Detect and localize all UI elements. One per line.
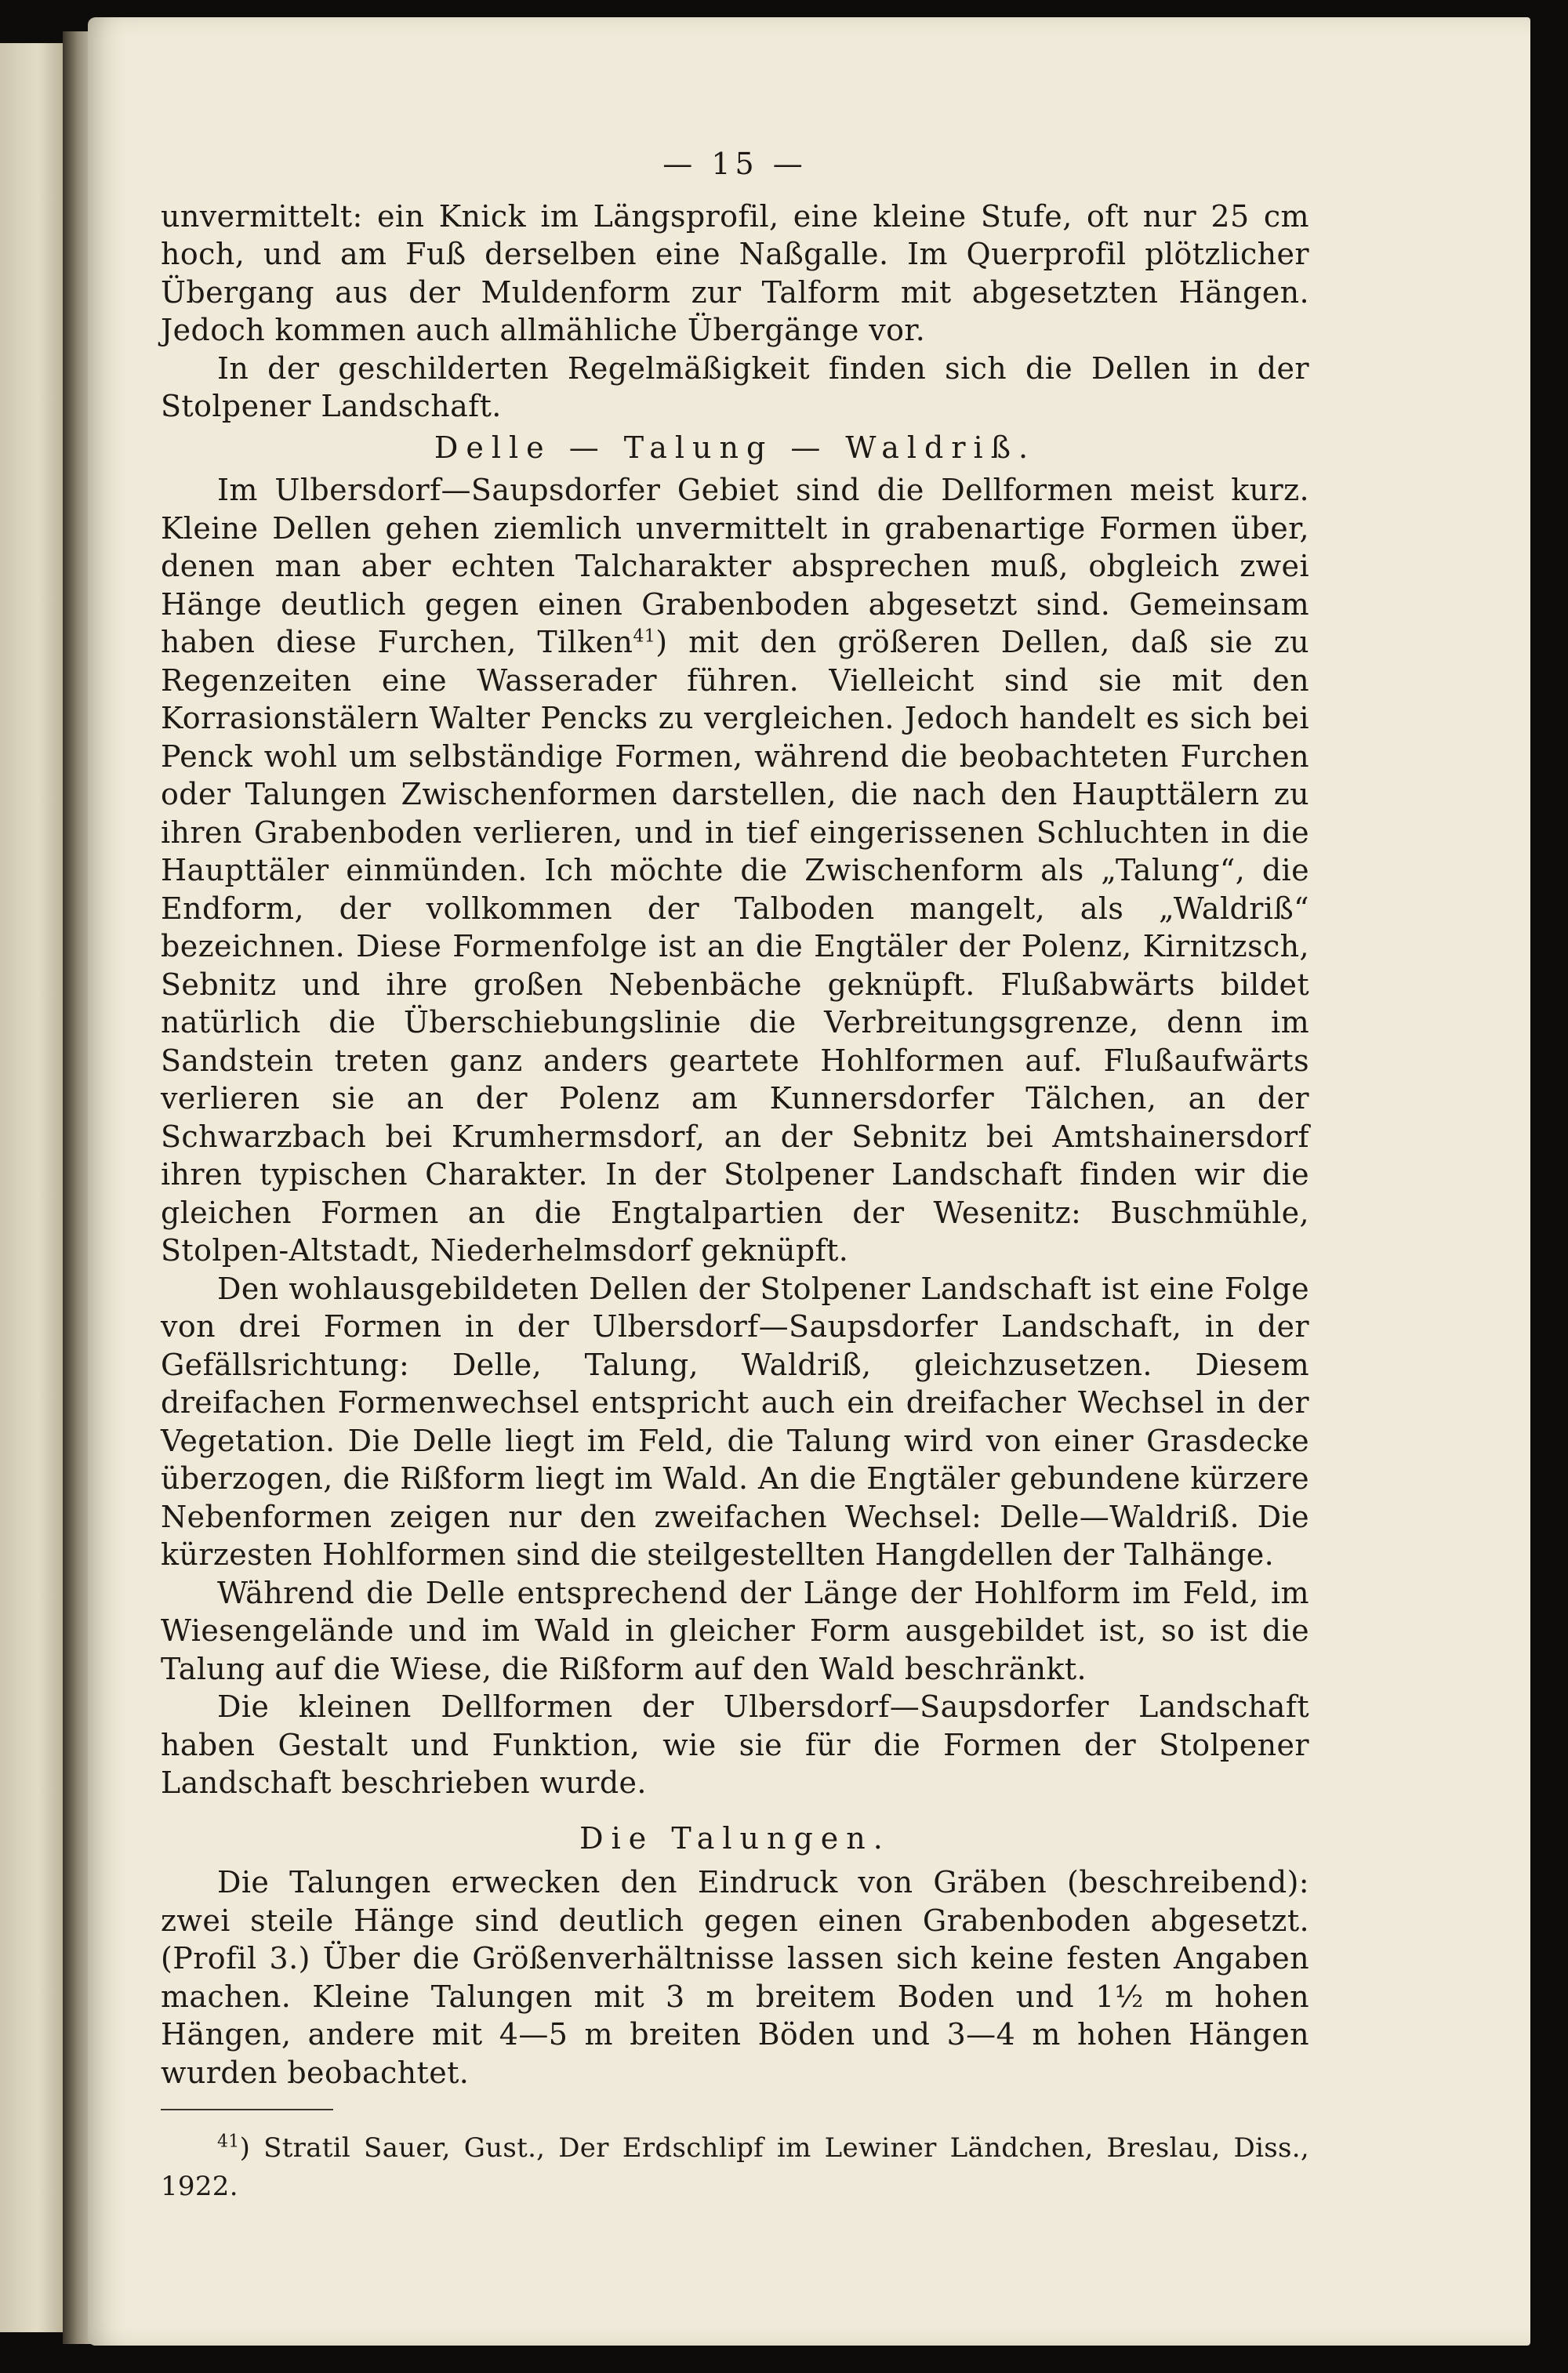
previous-page-edge	[0, 43, 63, 2332]
footnote-number: 41	[217, 2132, 240, 2152]
paragraph-text: Im Ulbersdorf—Saupsdorfer Gebiet sind die Dellformen meist kurz. Kleine Dellen gehen ziemlich unvermittelt in grabenartige Formen über, denen man aber echten Talcharakter absprechen muß, obgleich zwei Hänge deutlich gegen einen Grabenboden abgesetzt sind. Gemeinsam haben diese Furchen, Tilken	[161, 473, 1309, 659]
page-text	[161, 145, 1309, 2205]
footnote-text: ) Stratil Sauer, Gust., Der Erdschlipf im Lewiner Ländchen, Breslau, Diss., 1922.	[161, 2132, 1309, 2202]
paragraph: Den wohlausgebildeten Dellen der Stolpener Landschaft ist eine Folge von drei Formen in der Ulbersdorf—Saupsdorfer Landschaft, in der Gefällsrichtung: Delle, Talung, Waldriß, gleichzusetzen. Diesem dreifachen Formenwechsel entspricht auch ein dreifacher Wechsel in der Vegetation. Die Delle liegt im Feld, die Talung wird von einer Grasdecke überzogen, die Rißform liegt im Wald. An die Engtäler gebundene kürzere Nebenformen zeigen nur den zweifachen Wechsel: Delle—Waldriß. Die kürzesten Hohlformen sind die steilgestellten Hangdellen der Talhänge.	[161, 1271, 1309, 1572]
paragraph: Während die Delle entsprechend der Länge der Hohlform im Feld, im Wiesengelände und im Wald in gleicher Form ausgebildet ist, so ist die Talung auf die Wiese, die Rißform auf den Wald beschränkt.	[161, 1575, 1309, 1686]
paragraph: In der geschilderten Regelmäßigkeit finden sich die Dellen in der Stolpener Landschaft.	[161, 350, 1309, 423]
paragraph	[161, 471, 1309, 1270]
page-number: — 15 —	[662, 147, 808, 181]
section-heading: Die Talungen.	[579, 1820, 891, 1856]
paragraph-text: ) mit den größeren Dellen, daß sie zu Regenzeiten eine Wasserader führen. Vielleicht sind sie mit den Korrasionstälern Walter Pencks zu vergleichen. Jedoch handelt es sich bei Penck wohl um selbständige Formen, während die beobachteten Furchen oder Talungen Zwischenformen darstellen, die nach den Haupttälern zu ihren Grabenboden verlieren, und in tief eingerissenen Schluchten in die Haupttäler einmünden. Ich möchte die Zwischenform als „Talung“, die Endform, der vollkommen der Talboden mangelt, als „Waldriß“ bezeichnen. Diese Formenfolge ist an die Engtäler der Polenz, Kirnitzsch, Sebnitz und ihre großen Nebenbäche geknüpft. Flußabwärts bildet natürlich die Überschiebungslinie die Verbreitungsgrenze, denn im Sandstein treten ganz anders geartete Hohlformen auf. Flußaufwärts verlieren sie an der Polenz am Kunnersdorfer Tälchen, an der Schwarzbach bei Krumhermsdorf, an der Sebnitz bei Amtshainersdorf ihren typischen Charakter. In der Stolpener Landschaft finden wir die gleichen Formen an die Engtalpartien der Wesenitz: Buschmühle, Stolpen-Altstadt, Niederhelmsdorf geknüpft.	[161, 625, 1310, 1268]
footnote	[161, 2129, 1309, 2205]
paragraph: unvermittelt: ein Knick im Längsprofil, eine kleine Stufe, oft nur 25 cm hoch, und am Fuß derselben eine Naßgalle. Im Querprofil plötzlicher Übergang aus der Muldenform zur Talform mit abgesetzten Hängen. Jedoch kommen auch allmähliche Übergänge vor.	[161, 198, 1309, 347]
paragraph: Die Talungen erwecken den Eindruck von Gräben (beschreibend): zwei steile Hänge sind deutlich gegen einen Grabenboden abgesetzt. (Profil 3.) Über die Größenverhältnisse lassen sich keine festen Angaben machen. Kleine Talungen mit 3 m breitem Boden und 1½ m hohen Hängen, andere mit 4—5 m breiten Böden und 3—4 m hohen Hängen wurden beobachtet.	[161, 1865, 1309, 2090]
section-heading: Delle — Talung — Waldriß.	[434, 430, 1036, 465]
footnote-reference: 41	[633, 626, 656, 647]
paragraph: Die kleinen Dellformen der Ulbersdorf—Saupsdorfer Landschaft haben Gestalt und Funktion, wie sie für die Formen der Stolpener Landschaft beschrieben wurde.	[161, 1689, 1309, 1800]
footnote-divider	[161, 2109, 333, 2110]
